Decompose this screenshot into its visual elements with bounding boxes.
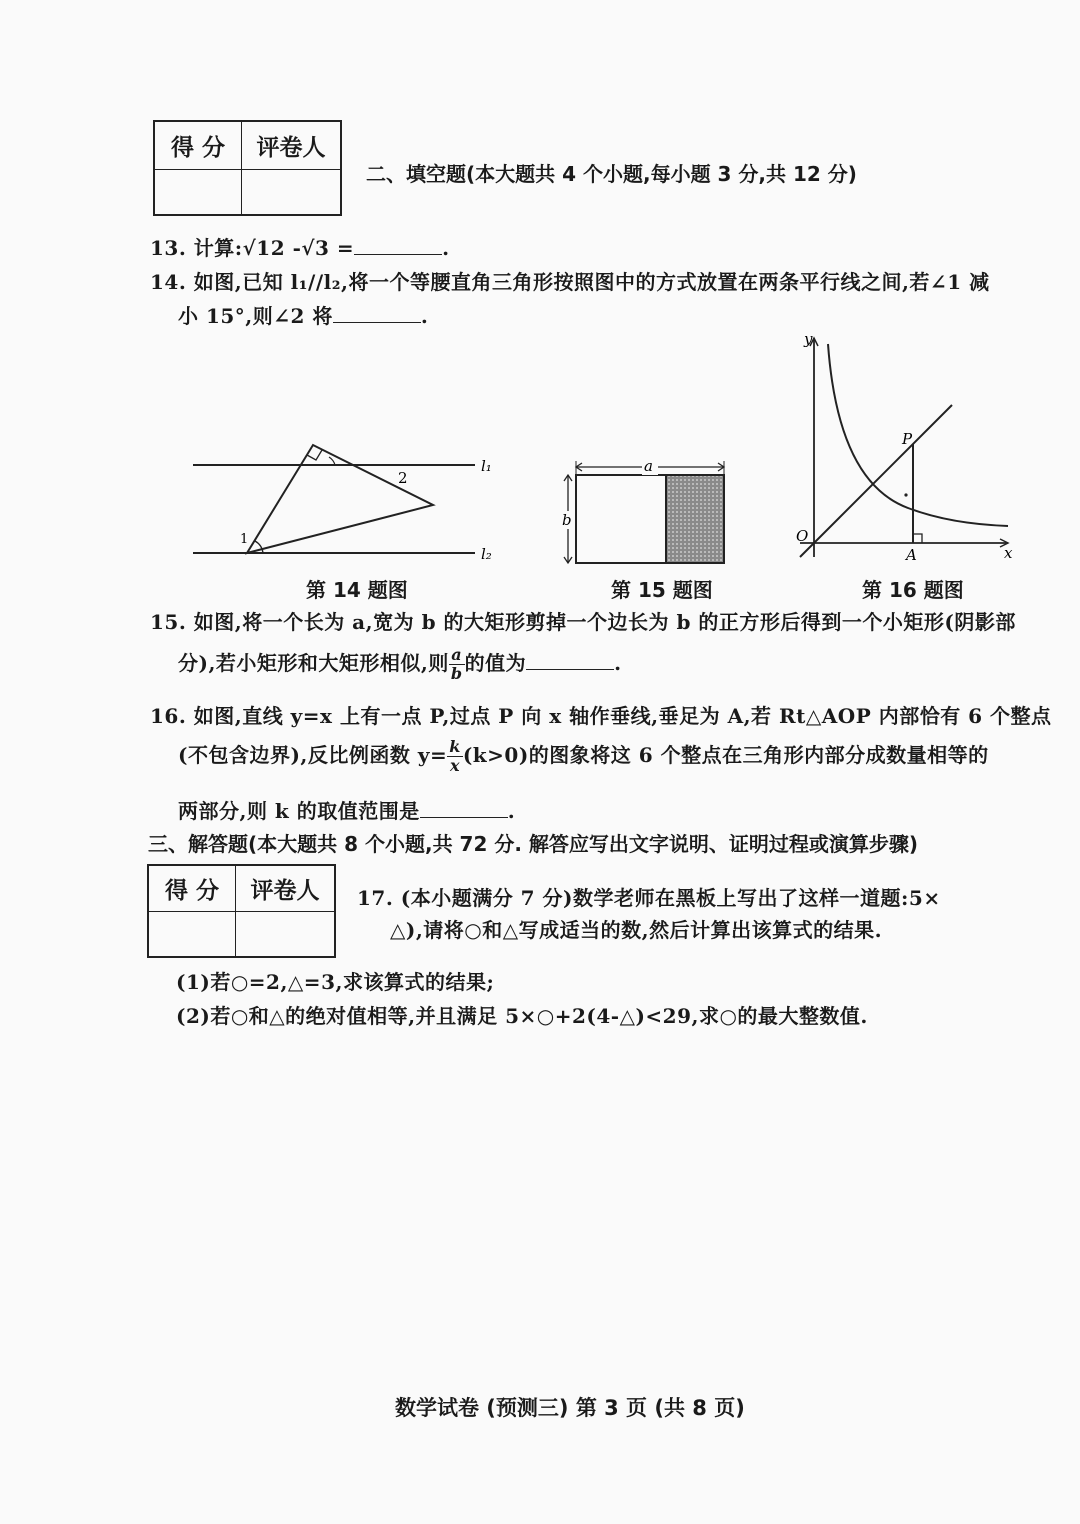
right-isosceles-triangle xyxy=(247,445,433,553)
lattice-point-mark xyxy=(904,493,907,496)
q16-line1: 16. 如图,直线 y=x 上有一点 P,过点 P 向 x 轴作垂线,垂足为 A,若 Rt△AOP 内部恰有 6 个整点 xyxy=(150,704,1052,728)
q13-expr: √12 -√3 = xyxy=(242,236,355,260)
q14-line1: 14. 如图,已知 l₁//l₂,将一个等腰直角三角形按照图中的方式放置在两条平行线之间,若∠1 减 xyxy=(150,270,990,294)
section2-heading: 二、填空题(本大题共 4 个小题,每小题 3 分,共 12 分) xyxy=(366,162,857,186)
label-x: x xyxy=(1004,544,1013,562)
question-13 xyxy=(150,232,450,261)
q15-line1: 15. 如图,将一个长为 a,宽为 b 的大矩形剪掉一个边长为 b 的正方形后得到一个小矩形(阴影部 xyxy=(150,610,1016,634)
q15-frac-num: a xyxy=(449,646,465,665)
figure-15 xyxy=(556,455,736,575)
q17-line1: 17. (本小题满分 7 分)数学老师在黑板上写出了这样一道题:5× xyxy=(357,886,941,910)
q17-sub1: (1)若○=2,△=3,求该算式的结果; xyxy=(176,970,495,994)
q16-line3-text: 两部分,则 k 的取值范围是 xyxy=(178,799,420,823)
question-16-line2 xyxy=(178,738,989,775)
label-a: a xyxy=(644,457,653,475)
q17-line2: △),请将○和△写成适当的数,然后计算出该算式的结果. xyxy=(390,918,883,942)
q16-frac-num: k xyxy=(449,737,461,756)
q15-fraction xyxy=(449,646,465,683)
q16-answer-blank[interactable] xyxy=(420,799,508,818)
line-y-equals-x xyxy=(800,405,952,557)
hyperbola-curve xyxy=(828,344,1008,526)
score-header-2: 得 分 xyxy=(148,865,236,911)
q16-line2-prefix: (不包含边界),反比例函数 y= xyxy=(178,743,448,767)
question-15-line2 xyxy=(178,646,622,683)
q15-end: . xyxy=(614,651,622,675)
q15-line2-prefix: 分),若小矩形和大矩形相似,则 xyxy=(178,651,449,675)
angle-arc-small xyxy=(329,457,335,465)
fig15-caption: 第 15 题图 xyxy=(611,578,713,602)
q16-line2-suffix: (k>0)的图象将这 6 个整点在三角形内部分成数量相等的 xyxy=(462,743,989,767)
label-p: P xyxy=(902,430,913,448)
angle1-label: 1 xyxy=(240,532,249,547)
score-box-1 xyxy=(153,120,342,216)
fig16-caption: 第 16 题图 xyxy=(862,578,964,602)
label-y: y xyxy=(804,330,813,348)
section3-heading: 三、解答题(本大题共 8 个小题,共 72 分. 解答应写出文字说明、证明过程或演算步骤) xyxy=(148,832,919,856)
score-cell-2[interactable] xyxy=(148,911,236,957)
q16-fraction xyxy=(447,738,463,775)
q13-suffix: . xyxy=(442,236,450,260)
grader-cell[interactable] xyxy=(242,169,342,215)
q14-line2-text: 小 15°,则∠2 将 xyxy=(178,304,333,328)
q17-sub2: (2)若○和△的绝对值相等,并且满足 5×○+2(4-△)<29,求○的最大整数值. xyxy=(176,1004,868,1028)
q15-answer-blank[interactable] xyxy=(526,651,614,670)
figure-14 xyxy=(185,435,505,565)
q13-answer-blank[interactable] xyxy=(354,236,442,255)
small-shaded-rectangle xyxy=(666,475,724,563)
question-14-line2 xyxy=(178,300,428,329)
label-l1: l₁ xyxy=(481,457,492,475)
label-b: b xyxy=(562,511,572,529)
q16-end: . xyxy=(507,799,516,823)
q15-line2-suffix: 的值为 xyxy=(464,651,527,675)
label-a-point: A xyxy=(906,546,917,564)
angle2-label: 2 xyxy=(398,469,408,487)
grader-header: 评卷人 xyxy=(242,121,342,169)
score-header: 得 分 xyxy=(154,121,242,169)
grader-header-2: 评卷人 xyxy=(236,865,336,911)
score-box-2 xyxy=(147,864,336,958)
fig14-caption: 第 14 题图 xyxy=(306,578,408,602)
figure-16 xyxy=(790,332,1030,567)
q14-suffix: . xyxy=(420,304,429,328)
grader-cell-2[interactable] xyxy=(236,911,336,957)
page-footer: 数学试卷 (预测三) 第 3 页 (共 8 页) xyxy=(395,1396,745,1420)
q13-prefix: 13. 计算: xyxy=(150,236,243,260)
q16-frac-den: x xyxy=(450,756,461,775)
right-angle-mark-A xyxy=(913,534,922,543)
score-cell[interactable] xyxy=(154,169,242,215)
label-o: O xyxy=(796,527,809,545)
label-l2: l₂ xyxy=(481,545,492,563)
q14-answer-blank[interactable] xyxy=(333,304,421,323)
q15-frac-den: b xyxy=(450,664,463,683)
question-16-line3 xyxy=(178,795,515,824)
